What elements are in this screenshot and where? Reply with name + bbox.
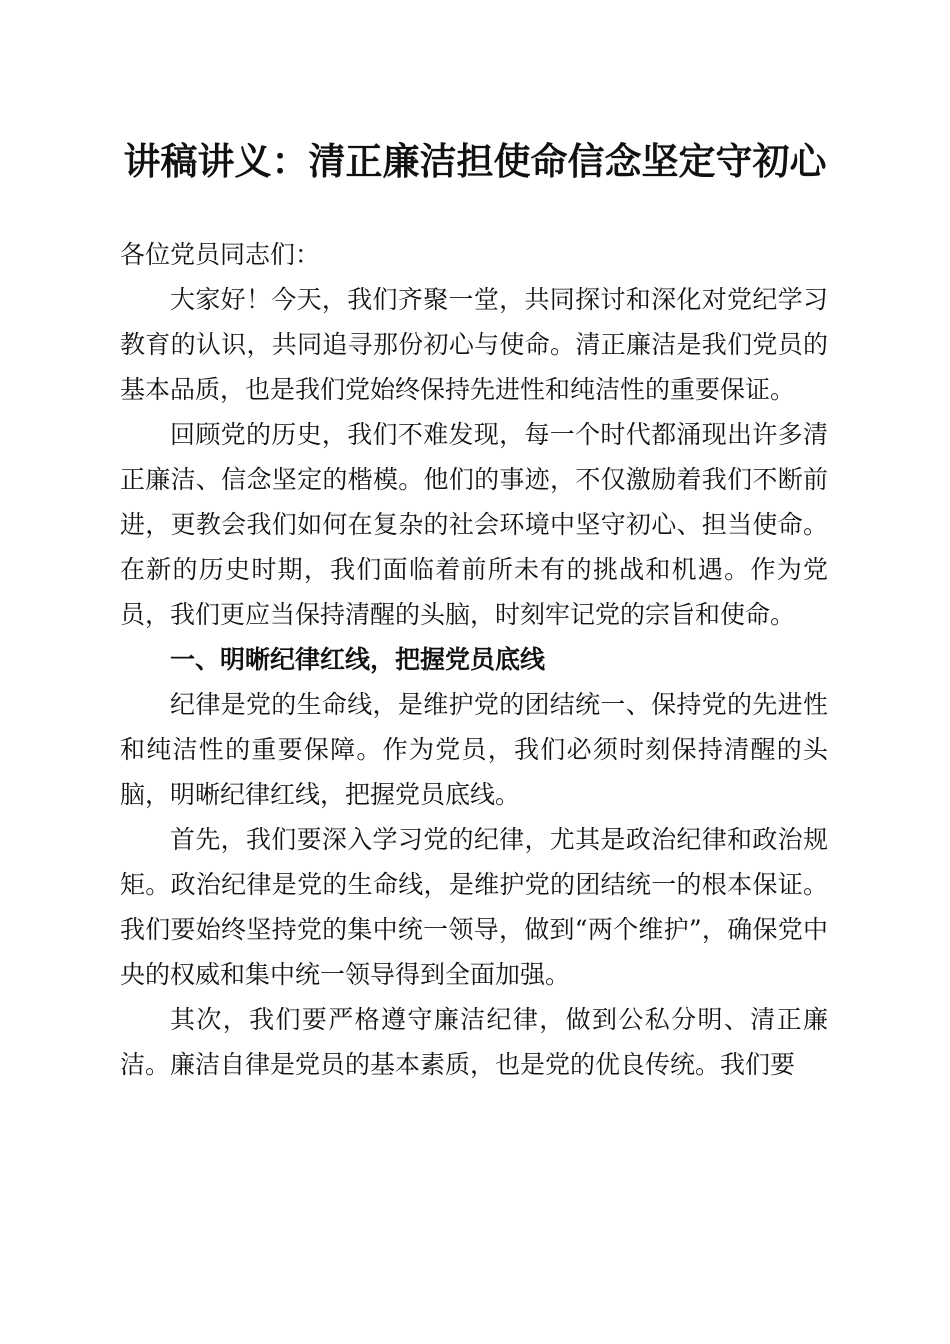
document-body: [120, 232, 828, 1087]
paragraph-discipline: 纪律是党的生命线，是维护党的团结统一、保持党的先进性和纯洁性的重要保障。作为党员，我们必须时刻保持清醒的头脑，明晰纪律红线，把握党员底线。: [120, 690, 828, 809]
paragraph-history: 回顾党的历史，我们不难发现，每一个时代都涌现出许多清正廉洁、信念坚定的楷模。他们的事迹，不仅激励着我们不断前进，更教会我们如何在复杂的社会环境中坚守初心、担当使命。在新的历史时期，我们面临着前所未有的挑战和机遇。作为党员，我们更应当保持清醒的头脑，时刻牢记党的宗旨和使命。: [120, 420, 828, 629]
paragraph-first: 首先，我们要深入学习党的纪律，尤其是政治纪律和政治规矩。政治纪律是党的生命线，是维护党的团结统一的根本保证。我们要始终坚持党的集中统一领导，做到“两个维护”，确保党中央的权威和集中统一领导得到全面加强。: [120, 825, 828, 989]
page-title: 讲稿讲义：清正廉洁担使命信念坚定守初心: [123, 139, 827, 183]
section-heading-1: 一、明晰纪律红线，把握党员底线: [170, 645, 546, 674]
paragraph-second: 其次，我们要严格遵守廉洁纪律，做到公私分明、清正廉洁。廉洁自律是党员的基本素质，也是党的优良传统。我们要: [120, 1005, 828, 1079]
paragraph-intro: 大家好！今天，我们齐聚一堂，共同探讨和深化对党纪学习教育的认识，共同追寻那份初心与使命。清正廉洁是我们党员的基本品质，也是我们党始终保持先进性和纯洁性的重要保证。: [120, 285, 828, 404]
salutation: 各位党员同志们：: [120, 240, 321, 269]
